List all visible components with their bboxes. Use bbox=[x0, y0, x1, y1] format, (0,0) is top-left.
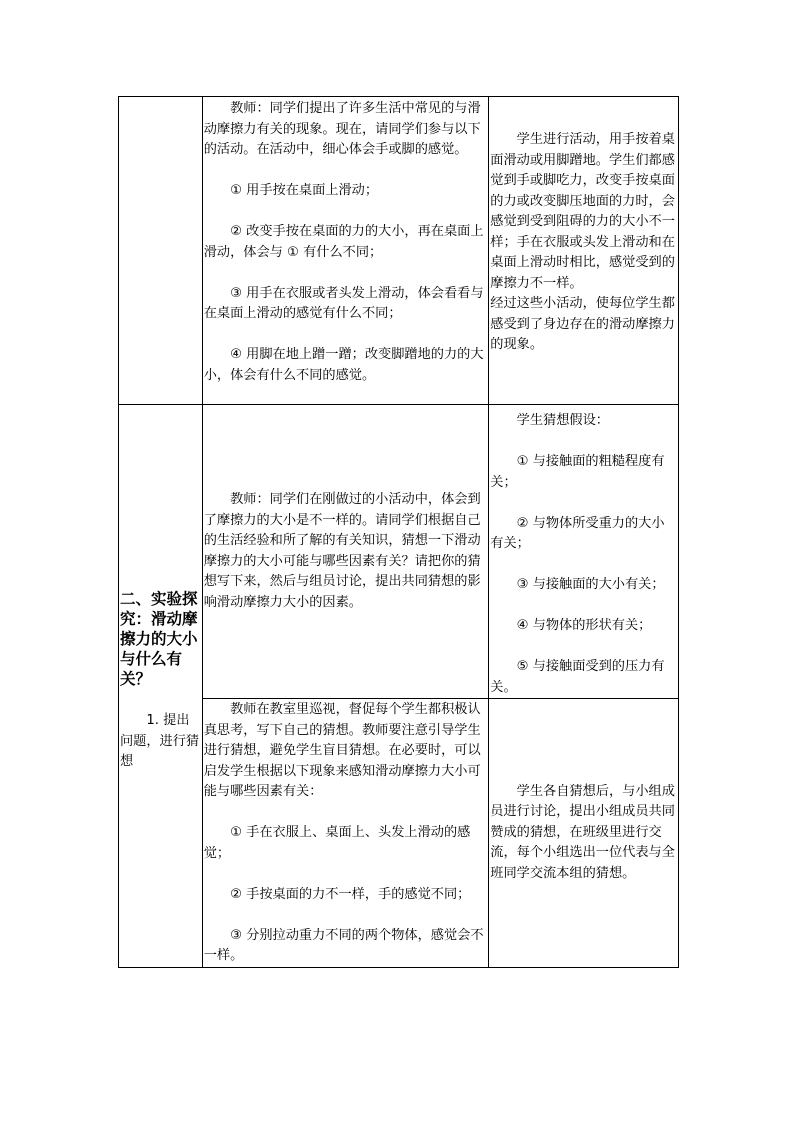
teacher-activity-cell bbox=[202, 405, 489, 699]
table-row bbox=[119, 405, 679, 699]
prompt-item: ③ 分别拉动重力不同的两个物体，感觉会不一样。 bbox=[203, 927, 484, 963]
student-activity-cell bbox=[489, 699, 679, 968]
table-row bbox=[119, 97, 679, 405]
lesson-plan-table bbox=[118, 96, 679, 968]
hypothesis-item: ④ 与物体的形状有关； bbox=[516, 618, 652, 633]
student-activity-cell bbox=[489, 97, 679, 405]
student-activity-cell bbox=[489, 405, 679, 699]
hypothesis-item: ⑤ 与接触面受到的压力有关。 bbox=[490, 659, 665, 695]
activity-step-2: ② 改变手按在桌面的力的大小，再在桌面上滑动，体会与 ① 有什么不同； bbox=[203, 224, 484, 260]
teacher-paragraph: 教师：同学们在刚做过的小活动中，体会到了摩擦力的大小是不一样的。请同学们根据自己的生活经验和所了解的有关知识，猜想一下滑动摩擦力的大小可能与哪些因素有关？请把你的猜想写下来，然后与组员讨论，提出共同猜想的影响滑动摩擦力大小的因素。 bbox=[203, 492, 481, 610]
student-paragraph: 经过这些小活动，使每位学生都感受到了身边存在的滑动摩擦力的现象。 bbox=[490, 296, 675, 352]
activity-step-1: ① 用手按在桌面上滑动； bbox=[230, 183, 379, 198]
activity-step-3: ③ 用手在衣服或者头发上滑动，体会看看与在桌面上滑动的感觉有什么不同； bbox=[203, 285, 484, 321]
hypothesis-item: ③ 与接触面的大小有关； bbox=[516, 577, 665, 592]
table-row bbox=[119, 699, 679, 968]
student-paragraph: 学生各自猜想后，与小组成员进行讨论，提出小组成员共同赞成的猜想，在班级里进行交流，每个小组选出一位代表与全班同学交流本组的猜想。 bbox=[490, 783, 675, 881]
prompt-item: ① 手在衣服上、桌面上、头发上滑动的感觉； bbox=[203, 825, 471, 861]
hypothesis-item: ② 与物体所受重力的大小有关； bbox=[490, 515, 665, 551]
teacher-activity-cell bbox=[202, 699, 489, 968]
hypothesis-heading: 学生猜想假设： bbox=[516, 413, 609, 428]
section-cell bbox=[119, 405, 203, 968]
teacher-activity-cell bbox=[202, 97, 489, 405]
hypothesis-item: ① 与接触面的粗糙程度有关； bbox=[490, 454, 665, 490]
section-cell-empty bbox=[119, 97, 203, 405]
prompt-item: ② 手按桌面的力不一样，手的感觉不同； bbox=[230, 886, 471, 902]
teacher-paragraph: 教师：同学们提出了许多生活中常见的与滑动摩擦力有关的现象。现在，请同学们参与以下的活动。在活动中，细心体会手或脚的感觉。 bbox=[203, 101, 481, 157]
teacher-paragraph: 教师在教室里巡视，督促每个学生都积极认真思考，写下自己的猜想。教师要注意引导学生进行猜想，避免学生盲目猜想。在必要时，可以启发学生根据以下现象来感知滑动摩擦力大小可能与哪些因素有关： bbox=[203, 702, 481, 799]
student-paragraph: 学生进行活动，用手按着桌面滑动或用脚蹭地。学生们都感觉到手或脚吃力，改变手按桌面的力或改变脚压地面的力时，会感觉到受到阻碍的力的大小不一样；手在衣服或头发上滑动和在桌面上滑动时相比，感觉受到的摩擦力不一样。 bbox=[490, 132, 675, 291]
section-heading: 二、实验探究：滑动摩擦力的大小与什么有关？ bbox=[120, 590, 198, 688]
activity-step-4: ④ 用脚在地上蹭一蹭；改变脚蹭地的力的大小，体会有什么不同的感觉。 bbox=[203, 347, 484, 383]
step-label: 1. 提出问题，进行猜想 bbox=[120, 713, 200, 769]
